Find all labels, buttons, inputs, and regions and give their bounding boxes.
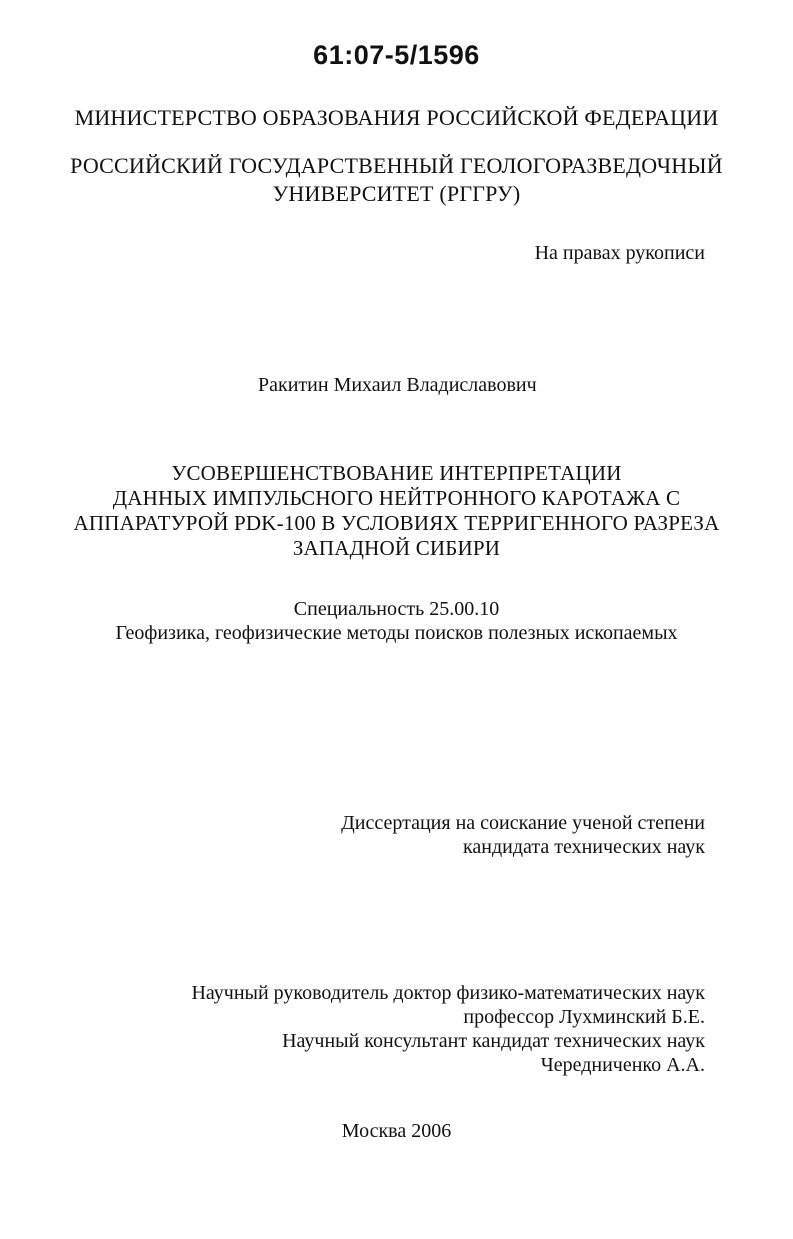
specialty-name: Геофизика, геофизические методы поисков полезных ископаемых (115, 622, 678, 644)
advisor-line-2: профессор Лухминский Б.Е. (463, 1006, 705, 1028)
place-and-year: Москва 2006 (341, 1120, 452, 1142)
degree-line-1: Диссертация на соискание ученой степени (341, 812, 705, 834)
author-name: Ракитин Михаил Владиславович (258, 374, 537, 396)
ministry-name: МИНИСТЕРСТВО ОБРАЗОВАНИЯ РОССИЙСКОЙ ФЕДЕРАЦИИ (74, 105, 719, 130)
title-line-1: УСОВЕРШЕНСТВОВАНИЕ ИНТЕРПРЕТАЦИИ (171, 461, 622, 485)
title-line-3: АППАРАТУРОЙ PDK-100 В УСЛОВИЯХ ТЕРРИГЕННОГО РАЗРЕЗА (73, 511, 720, 535)
manuscript-note: На правах рукописи (534, 242, 705, 264)
archive-shelfmark: 61:07-5/1596 (313, 40, 480, 70)
title-line-2: ДАННЫХ ИМПУЛЬСНОГО НЕЙТРОННОГО КАРОТАЖА С (112, 486, 681, 510)
university-name-line-2: УНИВЕРСИТЕТ (РГГРУ) (272, 181, 521, 206)
specialty-code: Специальность 25.00.10 (293, 598, 500, 620)
degree-line-2: кандидата технических наук (462, 836, 705, 858)
university-name-line-1: РОССИЙСКИЙ ГОСУДАРСТВЕННЫЙ ГЕОЛОГОРАЗВЕДОЧНЫЙ (70, 153, 723, 178)
advisor-line-3: Научный консультант кандидат технических наук (282, 1030, 705, 1052)
advisor-line-4: Чередниченко А.А. (540, 1054, 705, 1076)
title-line-4: ЗАПАДНОЙ СИБИРИ (292, 536, 501, 560)
advisor-line-1: Научный руководитель доктор физико-математических наук (191, 982, 705, 1004)
